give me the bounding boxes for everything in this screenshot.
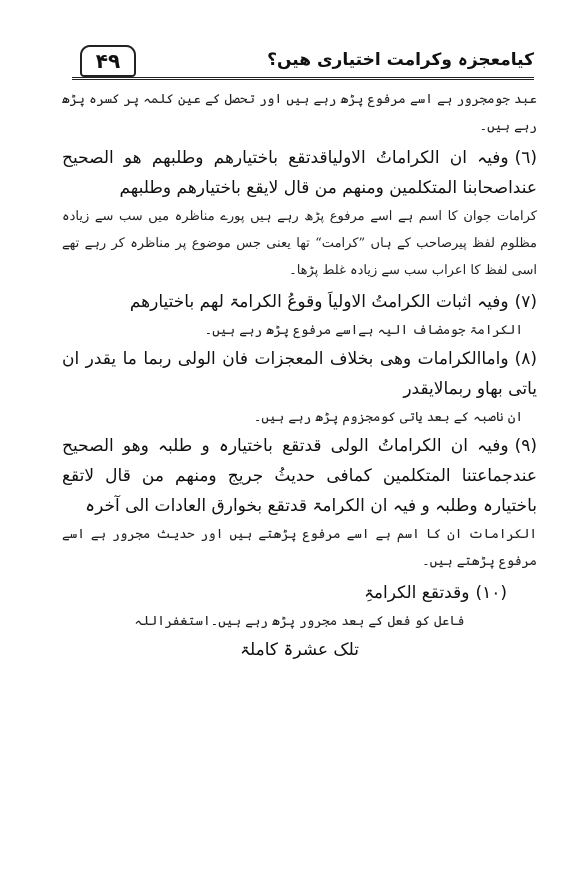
urdu-note-5: الکرامات ان کا اسم ہے اسے مرفوع پڑھتے ہیں اور حدیث مجرور ہے اسے مرفوع پڑھتے ہیں۔	[62, 527, 537, 569]
arabic-quote-10	[62, 578, 537, 608]
closing-line: تلک عشرۃ کاملۃ	[240, 640, 359, 660]
arabic-quote-6-text: وفیہ ان الکراماتُ الاولیاقدتقع باختیارھم وطلبھم ھو الصحیح عنداصحابنا المتکلمین ومنھم من قال لایقع باختیارھم وطلبھم	[62, 148, 537, 198]
urdu-note-4: ان ناصبہ کے بعد یاتی کومجزوم پڑھ رہے ہیں۔	[253, 410, 523, 425]
urdu-note-6: فاعل کو فعل کے بعد مجرور پڑھ رہے ہیں۔استغفراللہ	[134, 614, 465, 629]
urdu-note-1: عبد جومجرور ہے اسے مرفوع پڑھ رہے ہیں اور تحصل کے عین کلمہ پر کسرہ پڑھ رہے ہیں۔	[62, 92, 537, 134]
item-number-6: (٦)	[514, 148, 537, 168]
arabic-quote-10-text: وقدتقع الکرامۃِ	[363, 583, 470, 603]
page-number: ۴۹	[80, 45, 136, 77]
arabic-quote-9-text: وفیہ ان الکراماتُ الولی قدتقع باختیارہ و طلبہ وھو الصحیح عندجماعتنا المتکلمین کمافی حدیثُ جریج ومنھم من قال لاتقع باختیارہ وطلبہ و فیہ ان الکرامۃ قدتقع بخوارق العادات الی آخرہ	[62, 436, 537, 516]
running-title: کیامعجزہ وکرامت اختیاری ھیں؟	[267, 50, 534, 70]
item-number-9: (٩)	[514, 436, 537, 456]
urdu-note-2: کرامات جوان کا اسم ہے اسے مرفوع پڑھ رہے ہیں پورے مناظرہ میں سب سے زیادہ مظلوم لفظ پیرصاحب کے ہاں ”کرامت“ تھا یعنی جس موضوع پر مناظرہ کر رہے تھے اسی لفظ کا اعراب سب سے زیادہ غلط پڑھا۔	[62, 209, 537, 278]
arabic-quote-6	[62, 143, 537, 203]
arabic-quote-8	[62, 344, 537, 404]
page-header	[72, 43, 534, 80]
urdu-note-3: الکرامۃ جومضاف الیہ ہےاسے مرفوع پڑھ رہے ہیں۔	[204, 323, 523, 338]
arabic-quote-7-text: وفیہ اثبات الکرامتُ الاولیاَ وقوعُ الکرامۃ لھم باختیارھم	[129, 292, 509, 312]
item-number-7: (٧)	[514, 292, 537, 312]
arabic-quote-9	[62, 431, 537, 521]
page-body	[62, 86, 537, 665]
item-number-8: (٨)	[514, 349, 537, 369]
item-number-10: (١٠)	[475, 583, 507, 603]
arabic-quote-7	[62, 287, 537, 317]
arabic-quote-8-text: واماالکرامات وھی بخلاف المعجزات فان الولی ربما ما یقدر ان یاتی بھاو ربمالایقدر	[62, 349, 537, 399]
